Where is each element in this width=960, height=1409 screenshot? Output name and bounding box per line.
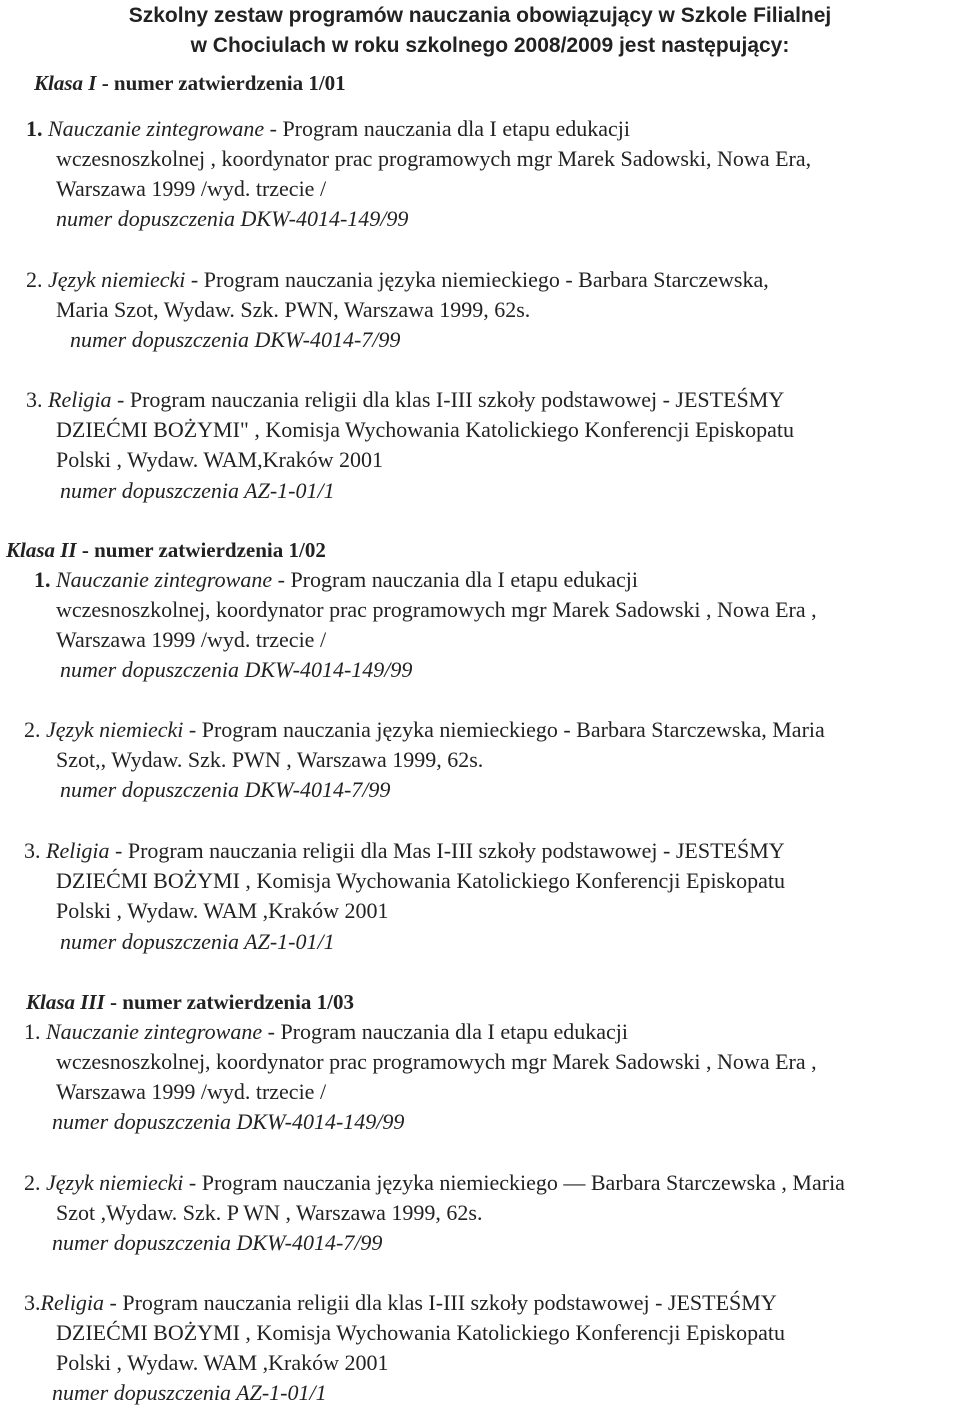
- class-heading-approval: - numer zatwierdzenia 1/03: [104, 990, 355, 1014]
- program-entry-first-line: [24, 836, 785, 866]
- program-entry-line: Warszawa 1999 /wyd. trzecie /: [56, 176, 327, 201]
- program-description: - Program nauczania dla I etapu edukacji: [262, 1019, 629, 1044]
- program-entry-line: Polski , Wydaw. WAM ,Kraków 2001: [56, 1350, 389, 1375]
- program-entry-line: Szot,, Wydaw. Szk. PWN , Warszawa 1999, 62s.: [56, 747, 484, 772]
- program-description: - Program nauczania języka niemieckiego - Barbara Starczewska, Maria: [183, 717, 825, 742]
- program-description: - Program nauczania religii dla klas I-III szkoły podstawowej - JESTEŚMY: [104, 1290, 777, 1315]
- program-entry-first-line: [24, 1168, 845, 1198]
- approval-number: numer dopuszczenia AZ-1-01/1: [60, 929, 335, 954]
- program-description: - Program nauczania religii dla klas I-III szkoły podstawowej - JESTEŚMY: [111, 387, 785, 412]
- document-title-line-2: w Chociulach w roku szkolnego 2008/2009 jest następujący:: [190, 34, 790, 57]
- item-number: 1.: [26, 116, 43, 141]
- program-entry-first-line: [34, 565, 638, 595]
- class-heading: [26, 987, 354, 1017]
- approval-number: numer dopuszczenia DKW-4014-149/99: [60, 657, 413, 682]
- program-entry-line: DZIEĆMI BOŻYMI , Komisja Wychowania Katolickiego Konferencji Episkopatu: [56, 868, 785, 893]
- program-entry-line: Szot ,Wydaw. Szk. P WN , Warszawa 1999, 62s.: [56, 1200, 483, 1225]
- class-heading-name: Klasa I: [34, 71, 97, 95]
- subject-name: Język niemiecki: [46, 717, 184, 742]
- subject-name: Język niemiecki: [48, 267, 186, 292]
- class-heading: [34, 68, 346, 98]
- item-number: 3.: [24, 838, 41, 863]
- program-entry-first-line: [24, 1017, 628, 1047]
- item-number: 3.: [26, 387, 43, 412]
- program-entry-first-line: [26, 114, 630, 144]
- approval-number: numer dopuszczenia DKW-4014-149/99: [52, 1109, 405, 1134]
- program-entry-line: DZIEĆMI BOŻYMI" , Komisja Wychowania Katolickiego Konferencji Episkopatu: [56, 417, 794, 442]
- approval-number: numer dopuszczenia DKW-4014-7/99: [70, 327, 401, 352]
- program-entry-first-line: [26, 265, 769, 295]
- program-entry-line: DZIEĆMI BOŻYMI , Komisja Wychowania Katolickiego Konferencji Episkopatu: [56, 1320, 785, 1345]
- document-title-line-1: Szkolny zestaw programów nauczania obowiązujący w Szkole Filialnej: [128, 4, 832, 27]
- program-description: - Program nauczania języka niemieckiego — Barbara Starczewska , Maria: [183, 1170, 845, 1195]
- item-number: 3.: [24, 1290, 41, 1315]
- program-entry-line: wczesnoszkolnej, koordynator prac programowych mgr Marek Sadowski , Nowa Era ,: [56, 1049, 817, 1074]
- class-heading-approval: - numer zatwierdzenia 1/02: [76, 538, 326, 562]
- program-entry-line: Polski , Wydaw. WAM ,Kraków 2001: [56, 898, 389, 923]
- class-heading: [6, 535, 326, 565]
- program-entry-line: Polski , Wydaw. WAM,Kraków 2001: [56, 447, 384, 472]
- item-number: 2.: [24, 1170, 41, 1195]
- subject-name: Język niemiecki: [46, 1170, 184, 1195]
- approval-number: numer dopuszczenia DKW-4014-149/99: [56, 206, 409, 231]
- program-entry-first-line: [26, 385, 784, 415]
- item-number: 1.: [24, 1019, 41, 1044]
- item-number: 2.: [24, 717, 41, 742]
- program-entry-line: wczesnoszkolnej, koordynator prac programowych mgr Marek Sadowski , Nowa Era ,: [56, 597, 817, 622]
- approval-number: numer dopuszczenia DKW-4014-7/99: [52, 1230, 383, 1255]
- program-description: - Program nauczania dla I etapu edukacji: [264, 116, 631, 141]
- program-entry-line: Warszawa 1999 /wyd. trzecie /: [56, 1079, 327, 1104]
- approval-number: numer dopuszczenia DKW-4014-7/99: [60, 777, 391, 802]
- subject-name: Nauczanie zintegrowane: [48, 116, 265, 141]
- subject-name: Nauczanie zintegrowane: [56, 567, 273, 592]
- class-heading-name: Klasa III: [26, 990, 105, 1014]
- subject-name: Religia: [40, 1290, 105, 1315]
- subject-name: Religia: [46, 838, 110, 863]
- program-description: - Program nauczania języka niemieckiego - Barbara Starczewska,: [185, 267, 769, 292]
- approval-number: numer dopuszczenia AZ-1-01/1: [60, 478, 335, 503]
- class-heading-approval: - numer zatwierdzenia 1/01: [96, 71, 346, 95]
- approval-number: numer dopuszczenia AZ-1-01/1: [52, 1380, 327, 1405]
- program-entry-line: Maria Szot, Wydaw. Szk. PWN, Warszawa 1999, 62s.: [56, 297, 531, 322]
- subject-name: Nauczanie zintegrowane: [46, 1019, 263, 1044]
- program-entry-first-line: [24, 715, 825, 745]
- program-entry-line: wczesnoszkolnej , koordynator prac programowych mgr Marek Sadowski, Nowa Era,: [56, 146, 812, 171]
- item-number: 1.: [34, 567, 51, 592]
- program-description: - Program nauczania religii dla Mas I-III szkoły podstawowej - JESTEŚMY: [109, 838, 785, 863]
- class-heading-name: Klasa II: [6, 538, 77, 562]
- program-entry-first-line: [24, 1288, 777, 1318]
- subject-name: Religia: [48, 387, 112, 412]
- program-entry-line: Warszawa 1999 /wyd. trzecie /: [56, 627, 327, 652]
- item-number: 2.: [26, 267, 43, 292]
- program-description: - Program nauczania dla I etapu edukacji: [272, 567, 639, 592]
